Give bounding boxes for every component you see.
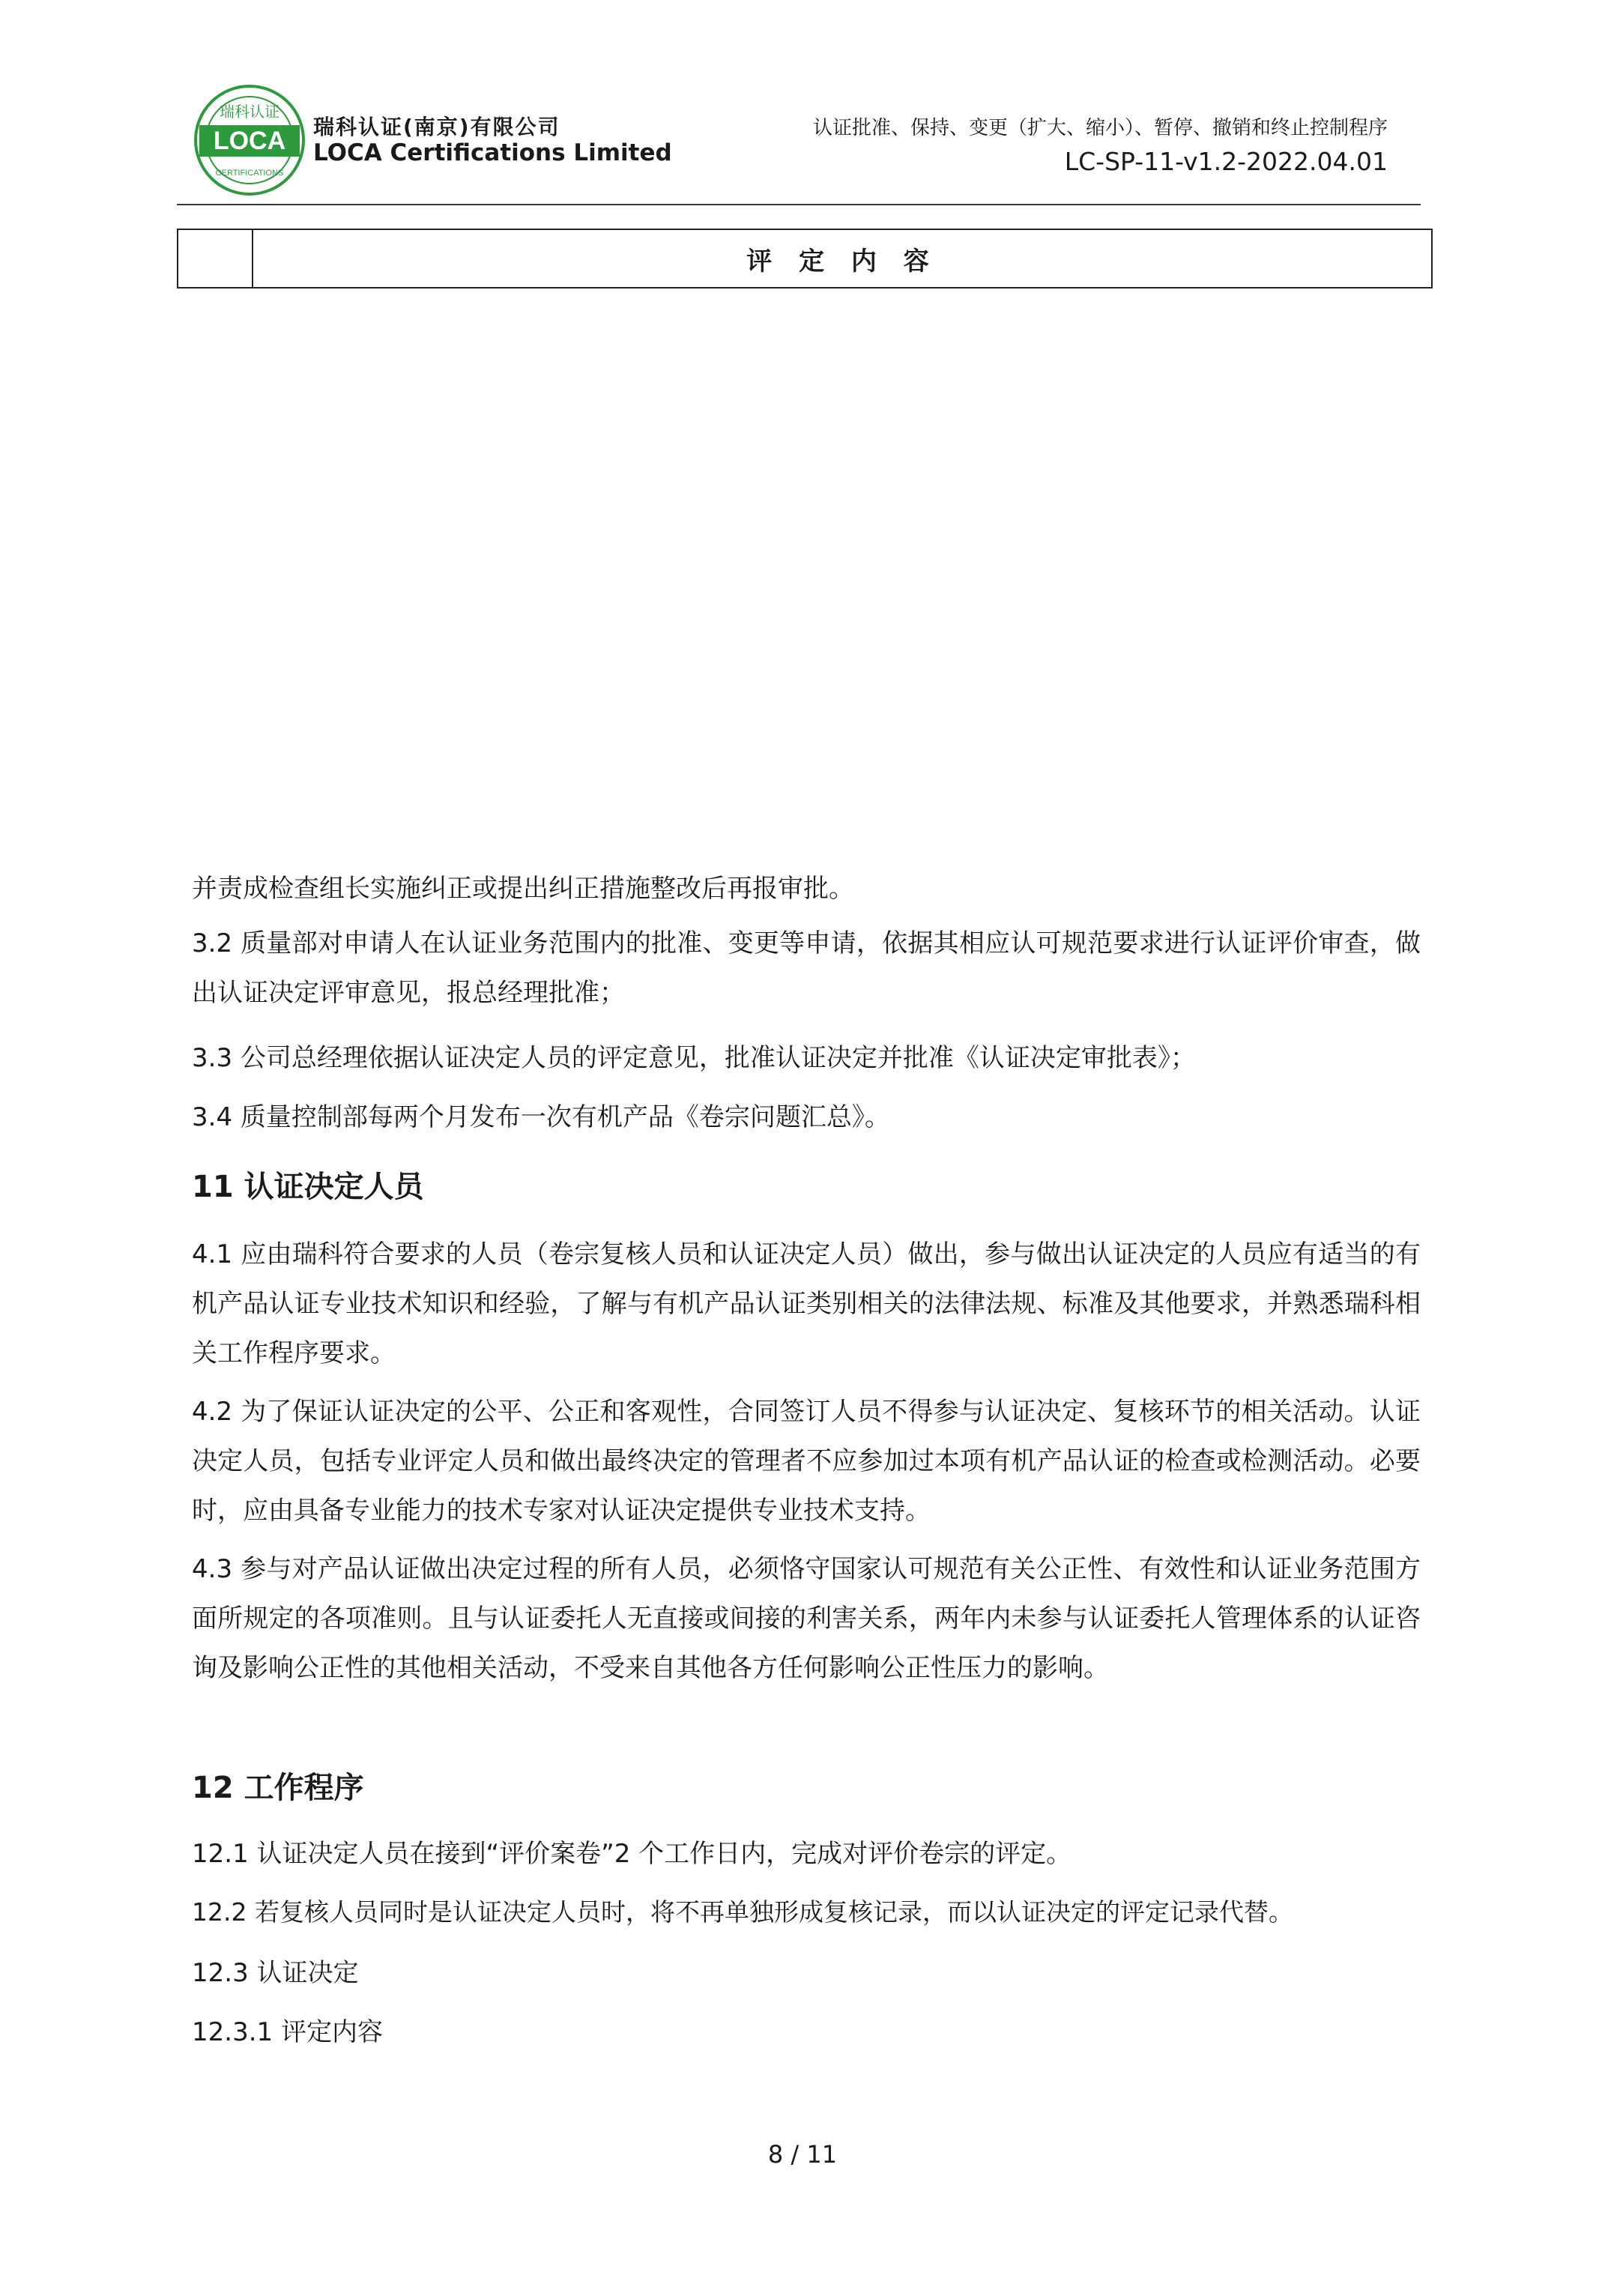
svg-text:LOCA: LOCA xyxy=(213,127,286,155)
document-title: 认证批准、保持、变更（扩大、缩小）、暂停、撤销和终止控制程序 xyxy=(812,117,1388,139)
company-name-en: LOCA Certifications Limited xyxy=(313,139,672,166)
svg-text:瑞科认证: 瑞科认证 xyxy=(220,103,279,121)
page-number: 8 / 11 xyxy=(767,2140,838,2169)
section-heading-11: 11 认证决定人员 xyxy=(192,1170,424,1204)
loca-seal-icon xyxy=(193,84,306,196)
paragraph-12-3-1: 12.3.1 评定内容 xyxy=(192,2017,383,2047)
paragraph-3-2: 3.2 质量部对申请人在认证业务范围内的批准、变更等申请，依据其相应认可规范要求进行认证评价审查，做出认证决定评审意见，报总经理批准； xyxy=(192,928,1421,1008)
table-header-label: 评 定 内 容 xyxy=(746,246,938,277)
header-divider xyxy=(177,204,1421,205)
paragraph-4-2: 4.2 为了保证认证决定的公平、公正和客观性，合同签订人员不得参与认证决定、复核环节的相关活动。认证决定人员，包括专业评定人员和做出最终决定的管理者不应参加过本项有机产品认证的检查或检测活动。必要时，应由具备专业能力的技术专家对认证决定提供专业技术支持。 xyxy=(192,1397,1421,1526)
section-heading-12: 12 工作程序 xyxy=(192,1771,364,1805)
company-logo xyxy=(193,84,306,196)
svg-text:CERTIFICATIONS: CERTIFICATIONS xyxy=(215,169,284,178)
paragraph-continued: 并责成检查组长实施纠正或提出纠正措施整改后再报审批。 xyxy=(192,874,854,904)
document-code: LC-SP-11-v1.2-2022.04.01 xyxy=(1064,147,1388,176)
paragraph-4-3: 4.3 参与对产品认证做出决定过程的所有人员，必须恪守国家认可规范有关公正性、有效性和认证业务范围方面所规定的各项准则。且与认证委托人无直接或间接的利害关系，两年内未参与认证委托人管理体系的认证咨询及影响公正性的其他相关活动，不受来自其他各方任何影响公正性压力的影响。 xyxy=(192,1554,1421,1683)
paragraph-3-3: 3.3 公司总经理依据认证决定人员的评定意见，批准认证决定并批准《认证决定审批表》； xyxy=(192,1043,1196,1073)
paragraph-3-4: 3.4 质量控制部每两个月发布一次有机产品《卷宗问题汇总》。 xyxy=(192,1102,890,1132)
paragraph-12-3: 12.3 认证决定 xyxy=(192,1958,359,1988)
company-name-cn: 瑞科认证(南京)有限公司 xyxy=(313,115,560,139)
paragraph-12-1: 12.1 认证决定人员在接到“评价案卷”2 个工作日内，完成对评价卷宗的评定。 xyxy=(192,1839,1072,1869)
paragraph-4-1: 4.1 应由瑞科符合要求的人员（卷宗复核人员和认证决定人员）做出，参与做出认证决定的人员应有适当的有机产品认证专业技术知识和经验，了解与有机产品认证类别相关的法律法规、标准及其他要求，并熟悉瑞科相关工作程序要求。 xyxy=(192,1239,1421,1368)
paragraph-12-2: 12.2 若复核人员同时是认证决定人员时，将不再单独形成复核记录，而以认证决定的评定记录代替。 xyxy=(192,1897,1293,1927)
